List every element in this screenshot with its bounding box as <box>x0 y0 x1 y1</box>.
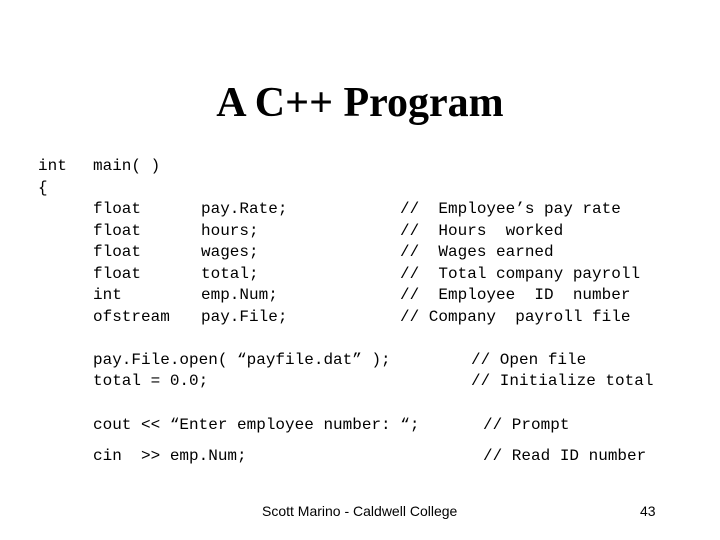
decl-name: wages; <box>201 243 259 261</box>
decl-name: pay.Rate; <box>201 200 288 218</box>
decl-type: float <box>93 265 142 283</box>
slide-title: A C++ Program <box>216 80 504 126</box>
page-number: 43 <box>640 503 656 519</box>
decl-type: float <box>93 243 142 261</box>
decl-comment: // Total company payroll <box>400 265 641 283</box>
decl-name: total; <box>201 265 259 283</box>
io-statement: cout << “Enter employee number: “; <box>93 416 420 434</box>
decl-name: emp.Num; <box>201 286 278 304</box>
decl-name: hours; <box>201 222 259 240</box>
statement: total = 0.0; <box>93 372 209 390</box>
decl-comment: // Employee ID number <box>400 286 631 304</box>
decl-comment: // Employee’s pay rate <box>400 200 621 218</box>
io-comment: // Read ID number <box>483 447 647 465</box>
io-comment: // Prompt <box>483 416 570 434</box>
decl-comment: // Company payroll file <box>400 308 631 326</box>
io-statement: cin >> emp.Num; <box>93 447 247 465</box>
function-name: main( ) <box>93 157 161 175</box>
decl-comment: // Hours worked <box>400 222 564 240</box>
statement: pay.File.open( “payfile.dat” ); <box>93 351 391 369</box>
decl-type: float <box>93 200 142 218</box>
return-type: int <box>38 157 67 175</box>
decl-comment: // Wages earned <box>400 243 554 261</box>
decl-type: float <box>93 222 142 240</box>
decl-type: ofstream <box>93 308 170 326</box>
decl-type: int <box>93 286 122 304</box>
footer-author: Scott Marino - Caldwell College <box>262 503 458 519</box>
statement-comment: // Initialize total <box>471 372 654 390</box>
decl-name: pay.File; <box>201 308 288 326</box>
statement-comment: // Open file <box>471 351 587 369</box>
open-brace: { <box>38 179 48 197</box>
